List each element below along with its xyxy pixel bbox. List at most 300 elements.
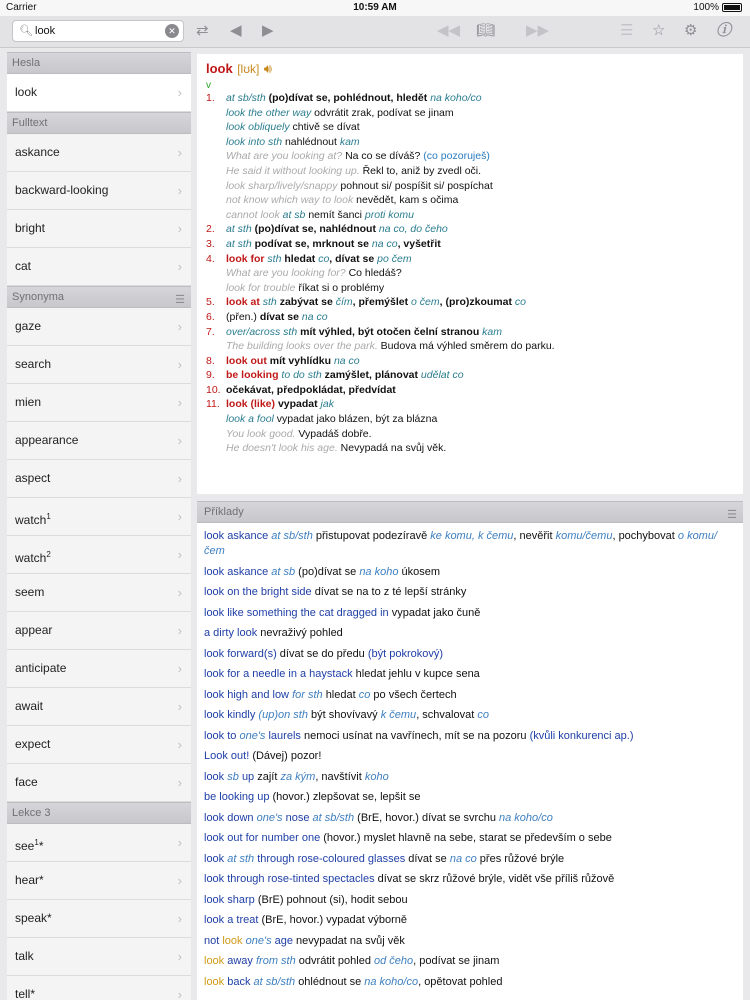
sidebar-item-label: speak* (15, 911, 52, 925)
sense-text: The building looks over the park. (226, 340, 381, 353)
sidebar-item[interactable] (7, 764, 191, 802)
sense-number: 2. (206, 223, 215, 236)
sense-text: odvrátit zrak, podívat se jinam (314, 106, 454, 119)
sense (206, 222, 734, 237)
sense (206, 295, 734, 310)
example-row[interactable] (204, 626, 736, 641)
search-input[interactable]: look (35, 25, 56, 37)
sidebar-item[interactable] (7, 862, 191, 900)
example-text: k čemu (380, 709, 417, 721)
example-row[interactable] (204, 606, 736, 621)
sense-text: nevědět, kam s očima (356, 194, 459, 207)
sidebar-item[interactable] (7, 536, 191, 574)
example-text: komu/čemu (555, 530, 613, 542)
search-icon: 🔍︎ (19, 25, 33, 37)
examples-list (197, 523, 743, 990)
example-text: at sth (227, 852, 258, 865)
previous-entry-icon[interactable]: ◀◀ (437, 22, 461, 39)
sense (206, 397, 734, 455)
chevron-right-icon: › (177, 547, 182, 562)
example-text: look high and low (204, 688, 293, 701)
sense-line (226, 383, 734, 398)
pronunciation: [lʊk] (237, 62, 260, 76)
sense-text: look out (226, 354, 270, 367)
sense-line (226, 164, 734, 179)
example-text: po všech čertech (373, 688, 457, 701)
sidebar-item-label: gaze (15, 319, 42, 333)
chevron-right-icon: › (177, 835, 182, 850)
example-row[interactable] (204, 913, 736, 928)
sense-text: očekávat, předpokládat, předvídat (226, 383, 396, 396)
sense-text: vypadat jako blázen, být za blázna (276, 413, 438, 426)
example-text: co (477, 709, 489, 721)
sidebar-item[interactable] (7, 422, 191, 460)
chevron-right-icon: › (177, 319, 182, 334)
sense-line (226, 106, 734, 121)
example-text: at sb/sth (312, 811, 358, 824)
example-text: přistupovat podezíravě (315, 530, 431, 542)
example-text: , podívat se jinam (413, 955, 500, 967)
sense-text: na co, do čeho (378, 223, 448, 236)
sense-line (226, 208, 734, 223)
chevron-right-icon: › (177, 585, 182, 600)
sense-line (226, 120, 734, 135)
sidebar-item-label: anticipate (15, 661, 67, 675)
sidebar-item[interactable] (7, 210, 191, 248)
back-arrow-icon[interactable]: ◀ (230, 22, 242, 39)
homonym-number: 1 (46, 512, 51, 521)
sense-line (226, 135, 734, 150)
sense-text: at sth (226, 223, 255, 236)
sense-text: co (318, 252, 330, 265)
sense (206, 310, 734, 325)
example-text: for sth (292, 688, 326, 701)
sense-text: Budova má výhled směrem do parku. (380, 340, 555, 353)
chevron-right-icon: › (177, 699, 182, 714)
chevron-right-icon: › (177, 145, 182, 160)
sense-text: , dívat se (329, 252, 378, 265)
example-text: úkosem (401, 565, 441, 578)
chevron-right-icon: › (177, 775, 182, 790)
sense-text: look a fool (226, 413, 277, 426)
headword: look (206, 61, 233, 76)
sense-line (226, 222, 734, 237)
example-text: look to (204, 729, 240, 742)
example-row[interactable] (204, 529, 736, 559)
sidebar-item[interactable] (7, 824, 191, 862)
sense-text: chtivě se dívat (292, 121, 360, 134)
sidebar-item-label: talk (15, 949, 34, 963)
sense-text: zamýšlet, plánovat (324, 369, 421, 382)
sense-text: look sharp/lively/snappy (226, 179, 341, 192)
sidebar-item[interactable] (7, 574, 191, 612)
example-text: (Dávej) pozor! (252, 750, 322, 762)
example-row[interactable] (204, 954, 736, 969)
sense-number: 9. (206, 369, 215, 382)
sense-text: at sb/sth (226, 92, 269, 104)
sidebar-section-title: Fulltext (12, 117, 48, 129)
battery-indicator (693, 2, 742, 13)
example-text: look (222, 934, 246, 947)
example-text: look (204, 975, 228, 988)
sense-text: You look good. (226, 427, 299, 440)
example-text: dívat se na to z té lepší stránky (314, 586, 467, 598)
sense-text: udělat co (420, 369, 464, 382)
sense-line (226, 354, 734, 369)
example-text: look forward(s) (204, 647, 280, 660)
examples-menu-icon[interactable]: ☰ (727, 509, 737, 521)
sidebar-item[interactable] (7, 688, 191, 726)
favorite-star-icon[interactable]: ☆ (652, 22, 666, 39)
example-text: look like something the cat dragged in (204, 606, 392, 619)
example-text: (BrE, hovor.) vypadat výborně (261, 914, 407, 926)
sense-text: dívat se (259, 310, 302, 323)
example-text: zajít (257, 770, 281, 783)
switch-language-icon[interactable]: ⇄ (196, 22, 209, 39)
example-text: look a treat (204, 914, 262, 926)
sense-line (226, 193, 734, 208)
sense-text: What are you looking for? (226, 267, 349, 280)
example-row[interactable] (204, 770, 736, 785)
example-text: at sb (271, 565, 299, 578)
example-row[interactable] (204, 872, 736, 887)
example-text: look (204, 955, 228, 967)
sense-text: čím (335, 296, 353, 309)
example-text: , navštívit (315, 770, 365, 783)
sidebar-item-label: hear* (15, 873, 44, 887)
sense-line (226, 368, 734, 383)
sidebar-item[interactable] (7, 976, 191, 1000)
example-text: co (358, 688, 374, 701)
sidebar-item-label: await (15, 699, 44, 713)
example-text: na koho/co (499, 811, 553, 824)
chevron-right-icon: › (177, 183, 182, 198)
example-text: look down (204, 811, 257, 824)
sense (206, 325, 734, 354)
speaker-icon[interactable]: 🔊︎ (263, 61, 272, 76)
example-text: look sharp (204, 893, 258, 906)
example-row[interactable] (204, 975, 736, 990)
sidebar-section-title: Synonyma (12, 291, 64, 303)
sidebar-item-label: search (15, 357, 52, 371)
status-bar (0, 0, 750, 16)
sense-text: co (514, 296, 526, 309)
list-icon[interactable]: ☰ (620, 22, 634, 39)
example-row[interactable] (204, 708, 736, 723)
example-row[interactable] (204, 893, 736, 908)
sense-line (226, 427, 734, 442)
sense-text: kam (482, 325, 503, 338)
example-text: sb (227, 770, 242, 783)
example-text: from sth (256, 955, 299, 967)
example-text: look (204, 852, 228, 865)
sense-text: nemít šanci (308, 208, 365, 221)
sense-text: be looking (226, 369, 282, 382)
battery-icon (722, 3, 742, 12)
chevron-right-icon: › (177, 873, 182, 888)
sense-text: (po)dívat se, nahlédnout (254, 223, 379, 236)
sense-number: 4. (206, 252, 215, 265)
sidebar-item[interactable] (7, 726, 191, 764)
example-text: look through rose-tinted spectacles (204, 873, 378, 885)
example-text: (BrE, hovor.) dívat se svrchu (357, 811, 500, 824)
book-icon[interactable]: 📖︎ (476, 22, 496, 39)
example-text: hledat (325, 688, 359, 701)
sidebar-item-label: aspect (15, 471, 51, 485)
sense-text: po čem (377, 252, 412, 265)
sidebar-item[interactable] (7, 346, 191, 384)
example-text: na koho (359, 565, 402, 578)
example-text: be looking up (204, 791, 273, 803)
example-text: (BrE) pohnout (si), hodit sebou (257, 893, 408, 906)
sense-number: 8. (206, 354, 215, 367)
example-row[interactable] (204, 565, 736, 580)
sense-text: over/across sth (226, 325, 301, 338)
sidebar-item[interactable] (7, 384, 191, 422)
sidebar-section-title: Lekce 3 (12, 807, 51, 819)
dictionary-entry (197, 54, 743, 494)
sense-text: not know which way to look (226, 194, 357, 207)
sense-text: pohnout si/ pospíšit si/ pospíchat (340, 179, 493, 192)
sense-text: Vypadáš dobře. (298, 427, 372, 440)
example-row[interactable] (204, 688, 736, 703)
sense-line (226, 237, 734, 252)
example-text: odvrátit pohled (298, 955, 375, 967)
example-text: (kvůli konkurenci ap.) (529, 729, 634, 742)
sense-text: to do sth (281, 369, 325, 382)
example-text: (být pokrokový) (367, 647, 444, 660)
example-row[interactable] (204, 749, 736, 764)
settings-gear-icon[interactable]: ⚙ (684, 22, 698, 39)
sidebar-item-label: tell* (15, 987, 36, 1000)
examples-header (197, 501, 743, 523)
example-text: one's (245, 934, 275, 947)
sense-text: zabývat se (279, 296, 336, 309)
sense-line (226, 339, 734, 354)
chevron-right-icon: › (177, 509, 182, 524)
battery-percent: 100% (693, 2, 719, 13)
example-text: one's (256, 811, 286, 824)
sense-text: look (like) (226, 398, 278, 411)
example-text: o komu/čem (204, 530, 718, 557)
sense-text: kam (339, 135, 360, 148)
example-text: not (204, 934, 223, 947)
sense (206, 91, 734, 222)
info-icon[interactable]: ⓘ (716, 23, 732, 39)
sense-text: at sth (226, 237, 255, 250)
sidebar-item-label: see (15, 839, 35, 853)
sense-line (226, 149, 734, 164)
sense-number: 1. (206, 92, 215, 104)
sense-number: 10. (206, 383, 221, 396)
chevron-right-icon: › (177, 85, 182, 100)
sidebar-item[interactable] (7, 308, 191, 346)
example-text: a dirty look (204, 627, 261, 639)
sidebar-item[interactable] (7, 650, 191, 688)
forward-arrow-icon[interactable]: ▶ (262, 22, 274, 39)
clear-search-icon[interactable]: ✕ (165, 24, 179, 38)
example-text: away (227, 955, 256, 967)
example-row[interactable] (204, 852, 736, 867)
search-field[interactable] (12, 20, 184, 42)
example-text: at sb/sth (271, 530, 316, 542)
example-text: Look out! (204, 750, 253, 762)
examples-title: Příklady (204, 506, 244, 518)
sense-line (226, 397, 734, 412)
senses-list (206, 91, 734, 456)
sense-text: He doesn't look his age. (226, 442, 341, 455)
sidebar-item-label: seem (15, 585, 45, 599)
sense-number: 3. (206, 237, 215, 250)
example-text: look (204, 770, 228, 783)
example-text: nevypadat na svůj věk (296, 934, 405, 947)
example-row[interactable] (204, 585, 736, 600)
sense (206, 383, 734, 398)
example-text: nemoci usínat na vavřínech, mít se na pozoru (303, 729, 530, 742)
sense-text: , (pro)zkoumat (439, 296, 515, 309)
example-text: look askance (204, 530, 272, 542)
sense-line (226, 179, 734, 194)
sidebar-item[interactable] (7, 172, 191, 210)
sense-line (226, 295, 734, 310)
sense (206, 252, 734, 296)
example-row[interactable] (204, 647, 736, 662)
example-text: look askance (204, 565, 272, 578)
chevron-right-icon: › (177, 221, 182, 236)
example-text: nose (285, 811, 313, 824)
sidebar-item-label: watch (15, 551, 47, 565)
sidebar-section-header (7, 286, 191, 308)
sidebar-item-suffix: * (38, 839, 44, 853)
sense-text: Řekl to, aniž by zvedl oči. (362, 164, 482, 177)
sense-line (226, 412, 734, 427)
sense-text: look at (226, 296, 263, 309)
sidebar-section-header (7, 52, 191, 74)
sidebar-item-label: appear (15, 623, 53, 637)
sense-text: look for trouble (226, 281, 299, 294)
example-row[interactable] (204, 667, 736, 682)
sidebar-item-label: backward-looking (15, 183, 109, 197)
sidebar-item-label: expect (15, 737, 51, 751)
example-text: koho (364, 770, 389, 783)
sense-text: What are you looking at? (226, 150, 346, 163)
example-text: look on the bright side (204, 586, 315, 598)
sense-text: (přen.) (226, 310, 260, 323)
example-row[interactable] (204, 811, 736, 826)
sidebar-item[interactable] (7, 498, 191, 536)
chevron-right-icon: › (177, 471, 182, 486)
next-entry-icon[interactable]: ▶▶ (526, 22, 550, 39)
sense-text: říkat si o problémy (298, 281, 385, 294)
sense-text: at sb (282, 208, 309, 221)
chevron-right-icon: › (177, 737, 182, 752)
sense-text: sth (262, 296, 280, 309)
chevron-right-icon: › (177, 661, 182, 676)
example-text: look for a needle in a haystack (204, 668, 356, 680)
sidebar-item-label: askance (15, 145, 60, 159)
example-row[interactable] (204, 831, 736, 846)
clock: 10:59 AM (353, 2, 397, 13)
synonyms-menu-icon[interactable]: ☰ (175, 294, 185, 306)
sidebar-item[interactable] (7, 900, 191, 938)
example-text: dívat se (408, 852, 450, 865)
sense-text: Na co se díváš? (345, 150, 424, 163)
example-text: age (274, 934, 297, 947)
sense-text: sth (267, 252, 285, 265)
example-row[interactable] (204, 934, 736, 949)
sense-line (226, 441, 734, 456)
example-text: look kindly (204, 709, 259, 721)
sense-text: Nevypadá na svůj věk. (340, 442, 447, 455)
example-text: dívat se do předu (279, 647, 368, 660)
sidebar-section-title: Hesla (12, 57, 41, 69)
example-text: dívat se skrz růžové brýle, vidět vše příliš růžově (377, 873, 615, 885)
sidebar-item[interactable] (7, 74, 191, 112)
sense-text: proti komu (364, 208, 414, 221)
sidebar-item[interactable] (7, 460, 191, 498)
sidebar-item-label: look (15, 85, 38, 99)
sidebar-section-header (7, 112, 191, 134)
sense-text: mít výhled, být otočen čelní stranou (300, 325, 483, 338)
sense-number: 6. (206, 310, 215, 323)
chevron-right-icon: › (177, 949, 182, 964)
sidebar-item[interactable] (7, 248, 191, 286)
sense-text: hledat (284, 252, 319, 265)
homonym-number: 1 (34, 838, 39, 847)
example-text: nevraživý pohled (260, 627, 343, 639)
examples-panel (197, 501, 743, 1000)
example-text: (up)on sth (258, 709, 312, 721)
sidebar-item-label: bright (15, 221, 46, 235)
example-text: vypadat jako čuně (391, 606, 481, 619)
sense-text: podívat se, mrknout se (254, 237, 372, 250)
sense (206, 354, 734, 369)
chevron-right-icon: › (177, 911, 182, 926)
sidebar-item[interactable] (7, 938, 191, 976)
example-text: back (227, 975, 254, 988)
part-of-speech: v (206, 80, 211, 91)
example-row[interactable] (204, 729, 736, 744)
example-text: hledat jehlu v kupce sena (355, 668, 480, 680)
example-text: , nevěřit (513, 530, 556, 542)
sense-text: jak (320, 398, 334, 411)
example-row[interactable] (204, 790, 736, 805)
sense-text: , vyšetřit (397, 237, 441, 250)
example-text: na koho/co (364, 975, 419, 988)
example-text: look out for number one (204, 832, 324, 844)
sense-line (226, 252, 734, 267)
example-text: (hovor.) zlepšovat se, lepšit se (272, 791, 421, 803)
chevron-right-icon: › (177, 433, 182, 448)
sense-text: na co (371, 237, 398, 250)
chevron-right-icon: › (177, 259, 182, 274)
chevron-right-icon: › (177, 395, 182, 410)
sidebar-section-header (7, 802, 191, 824)
sense-text: (co pozoruješ) (423, 150, 490, 163)
sense-text: look the other way (226, 106, 315, 119)
example-text: up (241, 770, 258, 783)
example-text: laurels (268, 729, 304, 742)
sense-text: look into sth (226, 135, 285, 148)
sense-line (226, 281, 734, 296)
sidebar-item-label: cat (15, 259, 32, 273)
sense-line (226, 266, 734, 281)
sidebar-item[interactable] (7, 612, 191, 650)
sense-text: o čem (411, 296, 440, 309)
sidebar-item[interactable] (7, 134, 191, 172)
chevron-right-icon: › (177, 357, 182, 372)
sense-text: (po)dívat se, pohlédnout, hledět (268, 92, 431, 104)
